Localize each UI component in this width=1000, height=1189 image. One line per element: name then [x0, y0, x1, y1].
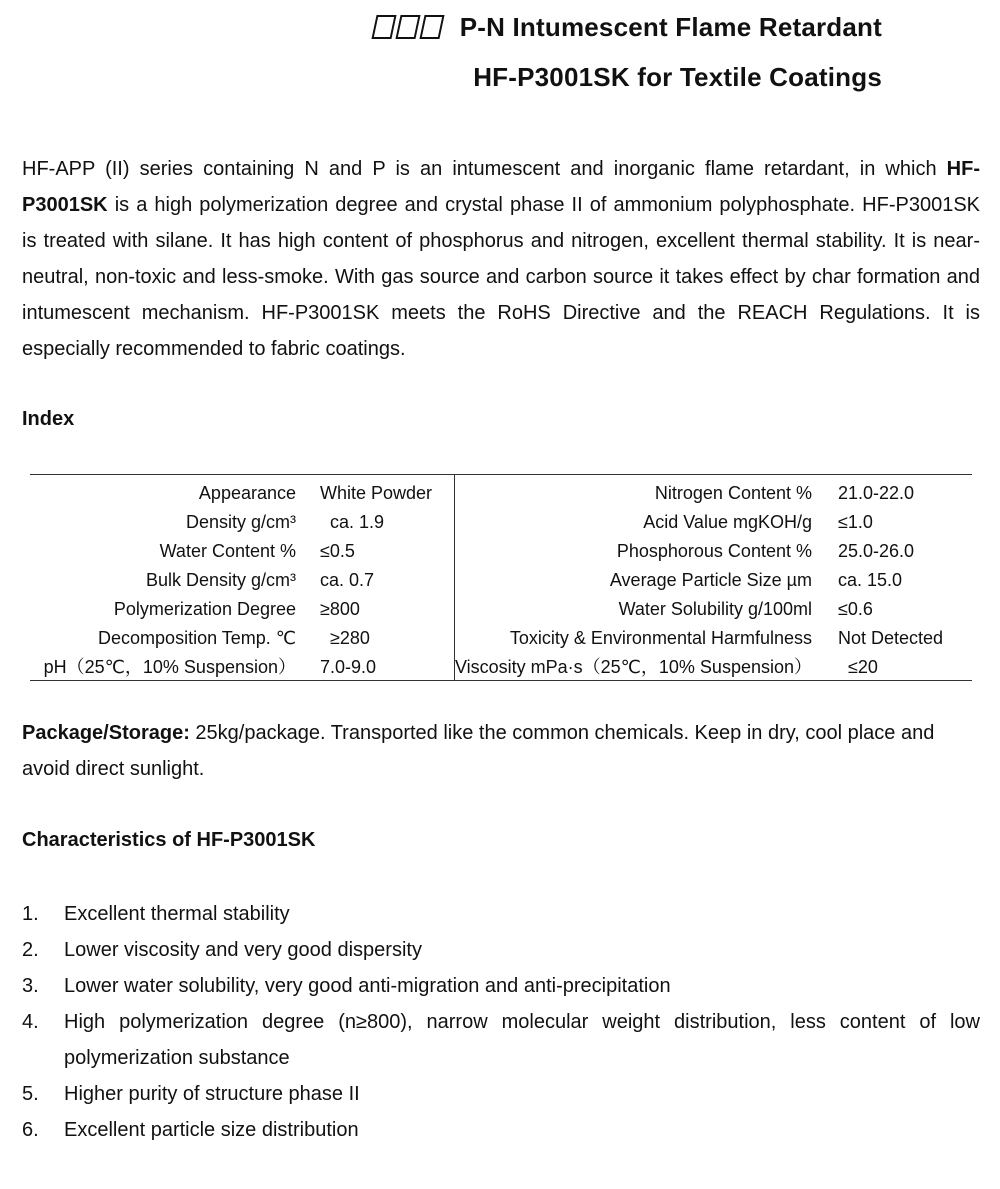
index-value: ≥800	[320, 599, 360, 619]
index-table-left	[30, 475, 455, 680]
index-heading: Index	[22, 408, 75, 430]
index-label: Nitrogen Content %	[654, 483, 812, 503]
characteristic-item	[22, 1004, 980, 1076]
characteristic-item	[22, 968, 980, 1004]
characteristic-item	[22, 1076, 980, 1112]
index-row	[455, 508, 972, 537]
characteristic-number: 2.	[22, 939, 39, 961]
document-title-line-2: HF-P3001SK for Textile Coatings	[473, 62, 882, 92]
characteristic-text: Excellent particle size distribution	[64, 1119, 359, 1141]
index-value: Not Detected	[838, 628, 944, 648]
characteristic-number: 1.	[22, 903, 39, 925]
index-label: Water Solubility g/100ml	[618, 599, 812, 619]
index-row	[455, 624, 972, 653]
index-row	[30, 653, 454, 682]
missing-glyph-icon	[374, 15, 446, 46]
index-value: ca. 1.9	[320, 512, 385, 532]
index-label: Water Content %	[159, 541, 296, 561]
characteristic-text: Excellent thermal stability	[64, 903, 290, 925]
characteristic-number: 5.	[22, 1083, 39, 1105]
characteristic-item	[22, 932, 980, 968]
characteristic-number: 3.	[22, 975, 39, 997]
index-value: White Powder	[320, 483, 433, 503]
package-text: 25kg/package. Transported like the common chemicals. Keep in dry, cool place and avoid direct sunlight.	[22, 722, 935, 780]
index-label: Average Particle Size µm	[609, 570, 812, 590]
index-row	[30, 508, 454, 537]
index-label: Appearance	[198, 483, 296, 503]
characteristics-heading: Characteristics of HF-P3001SK	[22, 829, 316, 851]
index-table	[30, 474, 972, 681]
intro-paragraph	[22, 151, 980, 367]
intro-part-1: HF-APP (II) series containing N and P is an intumescent and inorganic flame retardant, in which	[22, 158, 947, 180]
characteristic-text: Lower water solubility, very good anti-migration and anti-precipitation	[64, 975, 671, 997]
index-value: ca. 0.7	[320, 570, 375, 590]
index-label: Toxicity & Environmental Harmfulness	[509, 628, 812, 648]
package-storage-paragraph	[22, 715, 980, 787]
characteristic-number: 4.	[22, 1011, 39, 1033]
index-value: ≤0.5	[320, 541, 355, 561]
index-value: ≤20	[838, 657, 878, 677]
characteristic-number: 6.	[22, 1119, 39, 1141]
index-value: ≤1.0	[838, 512, 873, 532]
index-label: Acid Value mgKOH/g	[643, 512, 812, 532]
index-table-right	[455, 475, 972, 680]
index-row	[30, 595, 454, 624]
characteristic-text: Lower viscosity and very good dispersity	[64, 939, 422, 961]
index-label: pH（25℃，10% Suspension）	[43, 657, 296, 677]
document-title-line-1	[374, 12, 882, 46]
index-value: ca. 15.0	[838, 570, 903, 590]
characteristic-text: High polymerization degree (n≥800), narrow molecular weight distribution, less content of low polymerization substance	[64, 1011, 980, 1069]
index-row	[455, 595, 972, 624]
index-label: Phosphorous Content %	[616, 541, 812, 561]
index-label: Bulk Density g/cm³	[145, 570, 296, 590]
characteristic-text: Higher purity of structure phase II	[64, 1083, 360, 1105]
index-label: Density g/cm³	[185, 512, 296, 532]
index-value: 21.0-22.0	[838, 483, 915, 503]
index-row	[30, 566, 454, 595]
index-label: Decomposition Temp. ℃	[98, 628, 296, 648]
characteristic-item	[22, 1112, 980, 1148]
index-row	[30, 624, 454, 653]
index-row	[455, 653, 972, 682]
package-label: Package/Storage:	[22, 722, 190, 744]
characteristics-list	[22, 896, 980, 1148]
index-row	[30, 479, 454, 508]
index-value: ≥280	[320, 628, 370, 648]
characteristic-item	[22, 896, 980, 932]
index-value: ≤0.6	[838, 599, 873, 619]
index-label: Polymerization Degree	[113, 599, 296, 619]
index-row	[455, 537, 972, 566]
index-value: 25.0-26.0	[838, 541, 915, 561]
intro-part-2: is a high polymerization degree and crystal phase II of ammonium polyphosphate. HF-P3001SK is treated with silane. It has high content of phosphorus and nitrogen, excellent thermal stability. It is near-neutral, non-toxic and less-smoke. With gas source and carbon source it takes effect by char formation and intumescent mechanism. HF-P3001SK meets the RoHS Directive and the REACH Regulations. It is especially recommended to fabric coatings.	[22, 194, 980, 360]
index-value: 7.0-9.0	[320, 657, 377, 677]
title-text-1: P-N Intumescent Flame Retardant	[459, 12, 882, 42]
index-label: Viscosity mPa·s（25℃，10% Suspension）	[454, 657, 812, 677]
index-row	[30, 537, 454, 566]
index-row	[455, 566, 972, 595]
index-row	[455, 479, 972, 508]
intro-product-name: HF-P3001SK	[22, 158, 980, 216]
